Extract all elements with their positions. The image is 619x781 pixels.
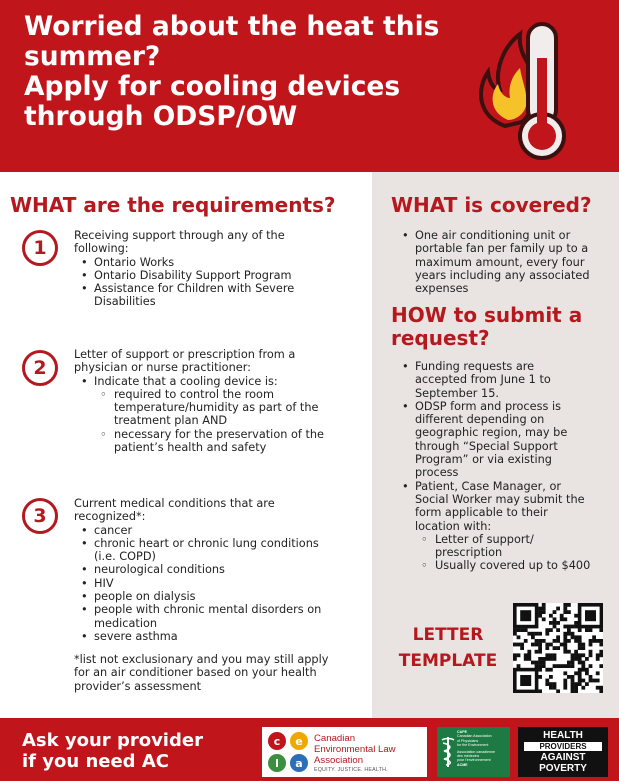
cela-emblem-icon: [266, 730, 310, 774]
sub-list-item: ◦ necessary for the preservation of the: [74, 428, 364, 441]
submit-heading: HOW to submit a request?: [391, 303, 583, 350]
title-line: Apply for cooling devices: [24, 71, 401, 102]
list-item: • Indicate that a cooling device is:: [74, 375, 364, 388]
footer-cta: Ask your provider if you need AC: [22, 730, 203, 772]
list-item: • Assistance for Children with Severe: [74, 282, 364, 295]
svg-text:c: c: [273, 735, 281, 748]
sub-list-item: ◦ required to control the room: [74, 388, 364, 401]
list-item: • cancer: [74, 524, 364, 537]
list-item: • Ontario Works: [74, 256, 364, 269]
step-number: 2: [22, 350, 58, 386]
list-item: • people on dialysis: [74, 590, 364, 603]
svg-text:a: a: [295, 757, 303, 770]
requirements-heading: WHAT are the requirements?: [10, 193, 336, 217]
cape-text: CAPE Canadian Association of Physicians for the Environment Association canadienne des médecins pour l’environnement ACME: [457, 730, 495, 767]
list-item: • neurological conditions: [74, 563, 364, 576]
list-item: • chronic heart or chronic lung conditions: [74, 537, 364, 550]
list-item-continued: medication: [94, 616, 158, 630]
hpap-logo[interactable]: HEALTH PROVIDERS AGAINST POVERTY: [518, 727, 608, 777]
sub-list-item-continued: patient’s health and safety: [114, 441, 267, 455]
cela-logo[interactable]: [262, 727, 427, 777]
cela-name: Canadian Environmental Law Association: [314, 733, 396, 766]
title-line: through ODSP/OW: [24, 101, 298, 132]
sub-list-item: ◦ Letter of support/: [395, 533, 617, 546]
list-item: • One air conditioning unit or: [395, 229, 617, 242]
list-item-continued: Disabilities: [94, 295, 156, 309]
cela-tagline: EQUITY. JUSTICE. HEALTH.: [314, 767, 388, 773]
submit-list: • Funding requests are accepted from June 1 to September 15. • ODSP form and process is different depending on geographic region, may be through “Special Support Program” or via existing process • Patient, Case Manager, or Social Worker may submit the form applicable to their location with: ◦ Letter of support/ prescription ◦ Usually covered up to $400: [395, 360, 617, 573]
qr-code-icon[interactable]: [513, 603, 603, 693]
sub-list-item-continued: treatment plan AND: [114, 414, 228, 428]
step-number: 3: [22, 498, 58, 534]
svg-text:l: l: [275, 757, 279, 770]
caduceus-icon: [440, 735, 456, 769]
list-item: • people with chronic mental disorders on: [74, 603, 364, 616]
cape-logo[interactable]: [437, 727, 510, 777]
thermometer-flame-icon: [470, 18, 580, 163]
list-item: • HIV: [74, 577, 364, 590]
list-item: • Ontario Disability Support Program: [74, 269, 364, 282]
list-item: • ODSP form and process is: [395, 400, 617, 413]
sub-list-item: ◦ Usually covered up to $400: [395, 559, 617, 572]
title-line: Worried about the heat this: [24, 11, 440, 42]
letter-template-link[interactable]: LETTER TEMPLATE: [398, 625, 498, 671]
list-item: • Patient, Case Manager, or: [395, 480, 617, 493]
svg-text:e: e: [295, 735, 303, 748]
list-item: • severe asthma: [74, 630, 364, 643]
covered-list: • One air conditioning unit or portable fan per family up to a maximum amount, every four years including any associated expenses: [395, 229, 617, 295]
list-item-continued: (i.e. COPD): [94, 550, 156, 564]
header-banner: [0, 0, 619, 172]
requirement-2: Letter of support or prescription from a physician or nurse practitioner: • Indicate that a cooling device is: ◦ required to control the room temperature/humidity as part of the treatment plan AND ◦ necessary for the preservation of the patient’s health and safety: [74, 348, 364, 454]
sub-list-item-continued: temperature/humidity as part of the: [114, 401, 319, 415]
page-title: [24, 12, 464, 132]
title-line: summer?: [24, 41, 161, 72]
requirement-3: Current medical conditions that are recognized*: • cancer • chronic heart or chronic lung conditions (i.e. COPD) • neurological conditions • HIV • people on dialysis • people with chronic mental disorders on medication • severe asthma: [74, 497, 364, 643]
list-item: • Funding requests are: [395, 360, 617, 373]
step-number: 1: [22, 230, 58, 266]
requirement-1: Receiving support through any of the following: • Ontario Works • Ontario Disability Support Program • Assistance for Children with Severe Disabilities: [74, 229, 364, 309]
covered-heading: WHAT is covered?: [391, 193, 592, 217]
footnote: *list not exclusionary and you may still apply for an air conditioner based on your health provider’s assessment: [74, 653, 329, 693]
